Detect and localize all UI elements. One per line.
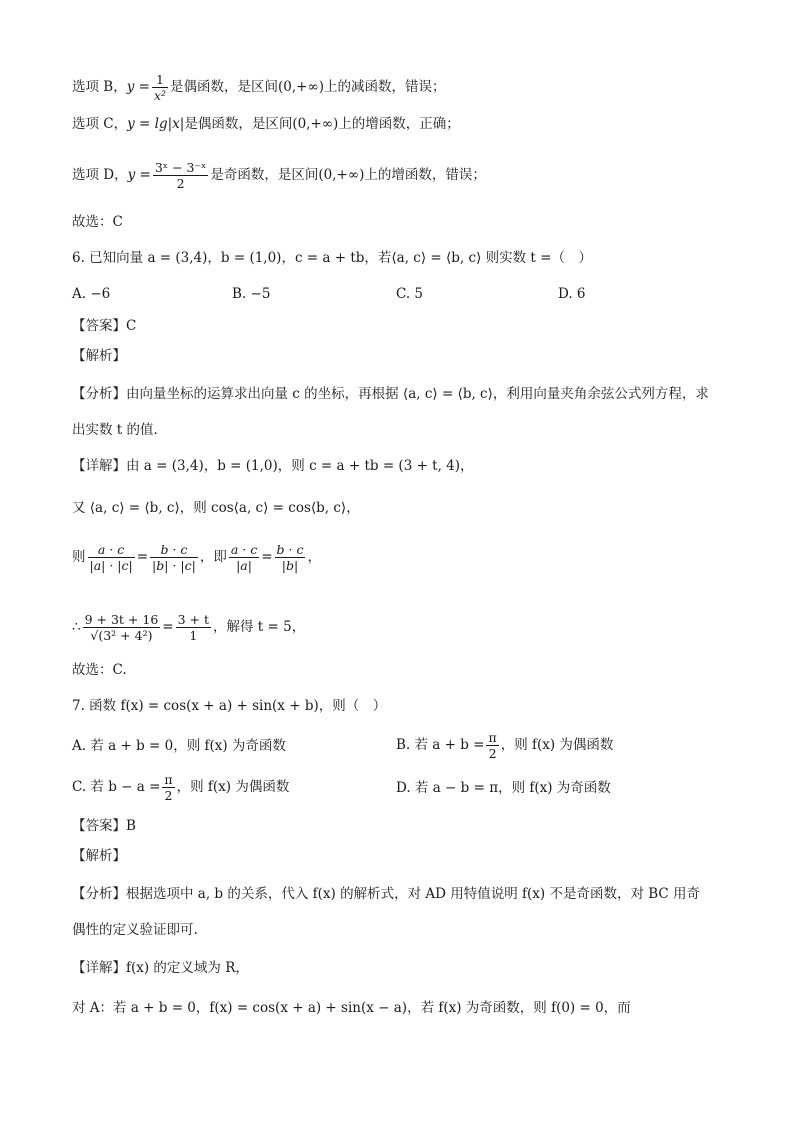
option-c-expr: y = lg|x|: [127, 116, 185, 132]
q6-equals-3: =: [162, 619, 174, 635]
q6-answer: 【答案】C: [72, 318, 137, 334]
q6-detail-4-pre: ∴: [72, 619, 81, 635]
option-b-line: [72, 72, 446, 103]
q6-option-c: C. 5: [396, 286, 424, 302]
q7-option-d: D. 若 a − b = π，则 f(x) 为奇函数: [396, 780, 611, 796]
q6-detail-line-3: [72, 542, 321, 573]
q6-frac-6-num: 3 + t: [177, 612, 209, 627]
q7-option-b-num: π: [488, 730, 497, 745]
option-d-line: [72, 160, 486, 191]
q7-option-c-den: 2: [164, 788, 173, 803]
q6-detail-3-mid: ，即: [199, 549, 227, 565]
q6-option-d: D. 6: [558, 286, 586, 302]
option-c-line: [72, 114, 460, 134]
q6-frac-3: [229, 542, 259, 573]
q6-pick: 故选：C.: [72, 662, 127, 678]
q7-detail-line-1: 【详解】f(x) 的定义域为 R，: [72, 960, 249, 976]
option-b-lhs: y =: [126, 79, 150, 95]
q6-detail-line-2: 又 ⟨a, c⟩ = ⟨b, c⟩，则 cos⟨a, c⟩ = cos⟨b, c⟩，: [72, 500, 360, 516]
q7-option-c-pre: C. 若 b − a =: [72, 779, 161, 795]
q6-option-a: A. −6: [72, 286, 111, 302]
q6-frac-4-den: |b|: [281, 558, 299, 573]
q7-option-b-den: 2: [488, 746, 497, 761]
q7-jiexi-heading: 【解析】: [72, 848, 126, 864]
option-b-fraction: [152, 72, 168, 103]
option-d-prefix: 选项 D，: [72, 167, 128, 183]
q7-option-b-post: ，则 f(x) 为偶函数: [500, 737, 614, 753]
q6-frac-6-den: 1: [189, 628, 198, 643]
option-c-prefix: 选项 C，: [72, 116, 128, 132]
q6-frac-1-den: |a| · |c|: [89, 558, 133, 573]
q6-analysis-line-1: 【分析】由向量坐标的运算求出向量 c 的坐标，再根据 ⟨a, c⟩ = ⟨b, c⟩，利用向量夹角余弦公式列方程，求: [72, 386, 709, 402]
q6-jiexi-heading: 【解析】: [72, 348, 126, 364]
q7-option-c-post: ，则 f(x) 为偶函数: [176, 779, 290, 795]
q6-comma: ，: [307, 549, 321, 565]
option-d-fraction: [153, 160, 209, 191]
pick-c-line: 故选：C: [72, 214, 123, 230]
q6-detail-line-1: 【详解】由 a = (3,4)，b = (1,0)，则 c = a + tb = (3 + t, 4)，: [72, 458, 474, 474]
q7-option-b-pre: B. 若 a + b =: [396, 737, 485, 753]
q7-option-c-num: π: [164, 772, 173, 787]
q6-equals-1: =: [136, 549, 149, 565]
option-b-den: x²: [153, 88, 167, 103]
q7-option-b-fraction: [486, 730, 498, 761]
q6-frac-5: [83, 612, 161, 643]
q6-frac-4: [275, 542, 306, 573]
q7-analysis-line-1: 【分析】根据选项中 a, b 的关系，代入 f(x) 的解析式，对 AD 用特值说明 f(x) 不是奇函数，对 BC 用奇: [72, 886, 701, 902]
q6-frac-2: [150, 542, 198, 573]
option-b-text: 是偶函数，是区间(0,+∞)上的减函数，错误；: [170, 79, 446, 95]
option-b-num: 1: [152, 72, 168, 88]
q7-detail-line-2: 对 A：若 a + b = 0，f(x) = cos(x + a) + sin(x − a)，若 f(x) 为奇函数，则 f(0) = 0，而: [72, 1000, 631, 1016]
q6-option-b: B. −5: [232, 286, 271, 302]
q6-detail-line-4: [72, 612, 305, 643]
q6-frac-2-den: |b| · |c|: [152, 558, 196, 573]
q7-analysis-line-2: 偶性的定义验证即可.: [72, 922, 198, 938]
q7-option-c-fraction: [162, 772, 174, 803]
option-b-prefix: 选项 B，: [72, 79, 127, 95]
option-c-text: 是偶函数，是区间(0,+∞)上的增函数，正确；: [184, 116, 460, 132]
option-d-num: 3ˣ − 3⁻ˣ: [154, 160, 207, 175]
question-7: 7. 函数 f(x) = cos(x + a) + sin(x + b)，则（ ）: [72, 698, 387, 714]
q6-frac-1: [88, 542, 135, 573]
q6-frac-2-num: b · c: [150, 542, 198, 558]
question-6: 6. 已知向量 a = (3,4)，b = (1,0)，c = a + tb，若⟨a, c⟩ = ⟨b, c⟩ 则实数 t =（ ）: [72, 250, 592, 266]
q6-frac-1-num: a · c: [88, 542, 135, 558]
q6-analysis-line-2: 出实数 t 的值.: [72, 422, 158, 438]
q6-equals-2: =: [261, 549, 273, 565]
q6-detail-4-post: ，解得 t = 5，: [213, 619, 306, 635]
q6-frac-3-den: |a|: [236, 558, 252, 573]
q6-detail-3-pre: 则: [72, 549, 86, 565]
option-d-den: 2: [176, 176, 185, 191]
option-d-lhs: y =: [127, 167, 151, 183]
q7-option-a: A. 若 a + b = 0，则 f(x) 为奇函数: [72, 738, 286, 754]
q6-frac-5-den: √(3² + 4²): [90, 628, 153, 643]
q6-frac-6: [176, 612, 211, 643]
q7-option-b: [396, 730, 613, 761]
q7-option-c: [72, 772, 289, 803]
option-d-text: 是奇函数，是区间(0,+∞)上的增函数，错误；: [210, 167, 486, 183]
q6-frac-4-num: b · c: [276, 542, 304, 557]
q6-frac-3-num: a · c: [230, 542, 258, 557]
q6-frac-5-num: 9 + 3t + 16: [84, 612, 159, 627]
q7-answer: 【答案】B: [72, 818, 136, 834]
